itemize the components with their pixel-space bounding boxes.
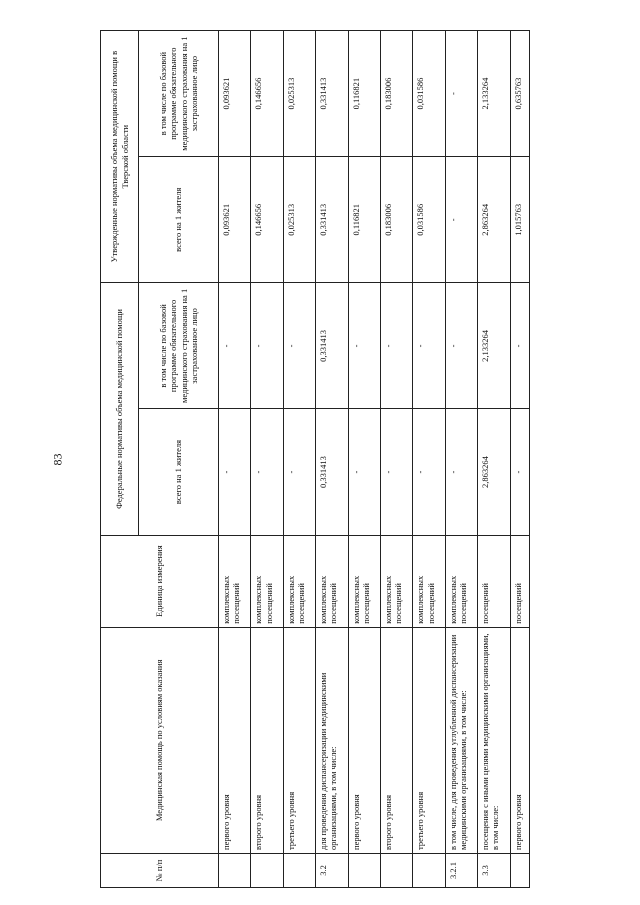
cell-unit: комплексных посещений (219, 535, 251, 627)
cell-fed-total: - (219, 409, 251, 535)
cell-fed-oms: 2,133264 (478, 283, 510, 409)
cell-no (348, 853, 380, 887)
cell-unit: комплексных посещений (316, 535, 348, 627)
cell-fed-total: 0,331413 (316, 409, 348, 535)
cell-name: первого уровня (510, 627, 529, 853)
header-approved-per-insured: в том числе по базовой программе обязательного медицинского страхования на 1 застрахованное лицо (139, 31, 219, 157)
cell-fed-total: - (348, 409, 380, 535)
cell-app-total: 0,116821 (348, 157, 380, 283)
table-row (478, 31, 510, 888)
header-approved: Утвержденные нормативы объема медицинской помощи в Тверской области (101, 31, 139, 283)
cell-app-oms: 0,116821 (348, 31, 380, 157)
cell-app-oms: - (445, 31, 477, 157)
cell-no (380, 853, 412, 887)
table-row (283, 31, 315, 888)
cell-app-oms: 0,183006 (380, 31, 412, 157)
cell-name: второго уровня (251, 627, 283, 853)
cell-no (283, 853, 315, 887)
header-name: Медицинская помощь по условиям оказания (101, 627, 219, 853)
cell-name: для проведения диспансеризации медицинскими организациями, в том числе: (316, 627, 348, 853)
cell-app-oms: 2,133264 (478, 31, 510, 157)
cell-unit: комплексных посещений (445, 535, 477, 627)
table-row (510, 31, 529, 888)
header-federal-per-resident: всего на 1 жителя (139, 409, 219, 535)
cell-fed-oms: 0,331413 (316, 283, 348, 409)
cell-unit: комплексных посещений (348, 535, 380, 627)
cell-fed-total: - (413, 409, 445, 535)
cell-fed-oms: - (283, 283, 315, 409)
cell-unit: посещений (510, 535, 529, 627)
cell-fed-total: - (283, 409, 315, 535)
table-row (348, 31, 380, 888)
table-row (316, 31, 348, 888)
cell-fed-total: - (380, 409, 412, 535)
cell-app-oms: 0,031586 (413, 31, 445, 157)
cell-app-total: 0,183006 (380, 157, 412, 283)
cell-name: третьего уровня (413, 627, 445, 853)
table-row (380, 31, 412, 888)
cell-no (251, 853, 283, 887)
cell-fed-oms: - (219, 283, 251, 409)
cell-app-oms: 0,331413 (316, 31, 348, 157)
cell-fed-total: - (510, 409, 529, 535)
table-row (219, 31, 251, 888)
cell-fed-total: - (251, 409, 283, 535)
cell-unit: комплексных посещений (413, 535, 445, 627)
cell-no (219, 853, 251, 887)
cell-name: первого уровня (348, 627, 380, 853)
cell-fed-oms: - (348, 283, 380, 409)
cell-fed-total: 2,863264 (478, 409, 510, 535)
cell-fed-oms: - (380, 283, 412, 409)
cell-fed-oms: - (251, 283, 283, 409)
cell-unit: комплексных посещений (380, 535, 412, 627)
cell-no (413, 853, 445, 887)
page-number: 83 (50, 453, 65, 466)
cell-app-total: 0,146656 (251, 157, 283, 283)
cell-name: в том числе, для проведения углубленной диспансеризации медицинскими организациями, в том числе: (445, 627, 477, 853)
cell-app-total: 0,093621 (219, 157, 251, 283)
cell-no (510, 853, 529, 887)
header-federal-per-insured: в том числе по базовой программе обязательного медицинского страхования на 1 застрахованное лицо (139, 283, 219, 409)
cell-unit: комплексных посещений (251, 535, 283, 627)
cell-unit: комплексных посещений (283, 535, 315, 627)
header-approved-per-resident: всего на 1 жителя (139, 157, 219, 283)
cell-app-total: 0,031586 (413, 157, 445, 283)
cell-fed-oms: - (413, 283, 445, 409)
cell-name: первого уровня (219, 627, 251, 853)
cell-app-total: - (445, 157, 477, 283)
cell-no: 3.2.1 (445, 853, 477, 887)
cell-app-oms: 0,093621 (219, 31, 251, 157)
header-federal: Федеральные нормативы объема медицинской помощи (101, 283, 139, 535)
cell-app-total: 2,863264 (478, 157, 510, 283)
cell-app-total: 1,015763 (510, 157, 529, 283)
medical-care-norms-table (100, 30, 530, 888)
cell-app-oms: 0,635763 (510, 31, 529, 157)
rotated-table-container (100, 30, 530, 888)
table-row (445, 31, 477, 888)
cell-name: посещения с иными целями медицинскими организациями, в том числе: (478, 627, 510, 853)
cell-name: второго уровня (380, 627, 412, 853)
cell-no: 3.2 (316, 853, 348, 887)
header-unit: Единица измерения (101, 535, 219, 627)
header-no: № п/п (101, 853, 219, 887)
cell-app-total: 0,025313 (283, 157, 315, 283)
cell-fed-total: - (445, 409, 477, 535)
cell-unit: посещений (478, 535, 510, 627)
cell-fed-oms: - (510, 283, 529, 409)
table-row (251, 31, 283, 888)
cell-name: третьего уровня (283, 627, 315, 853)
cell-no: 3.3 (478, 853, 510, 887)
table-row (413, 31, 445, 888)
cell-app-total: 0,331413 (316, 157, 348, 283)
cell-app-oms: 0,146656 (251, 31, 283, 157)
cell-app-oms: 0,025313 (283, 31, 315, 157)
cell-fed-oms: - (445, 283, 477, 409)
